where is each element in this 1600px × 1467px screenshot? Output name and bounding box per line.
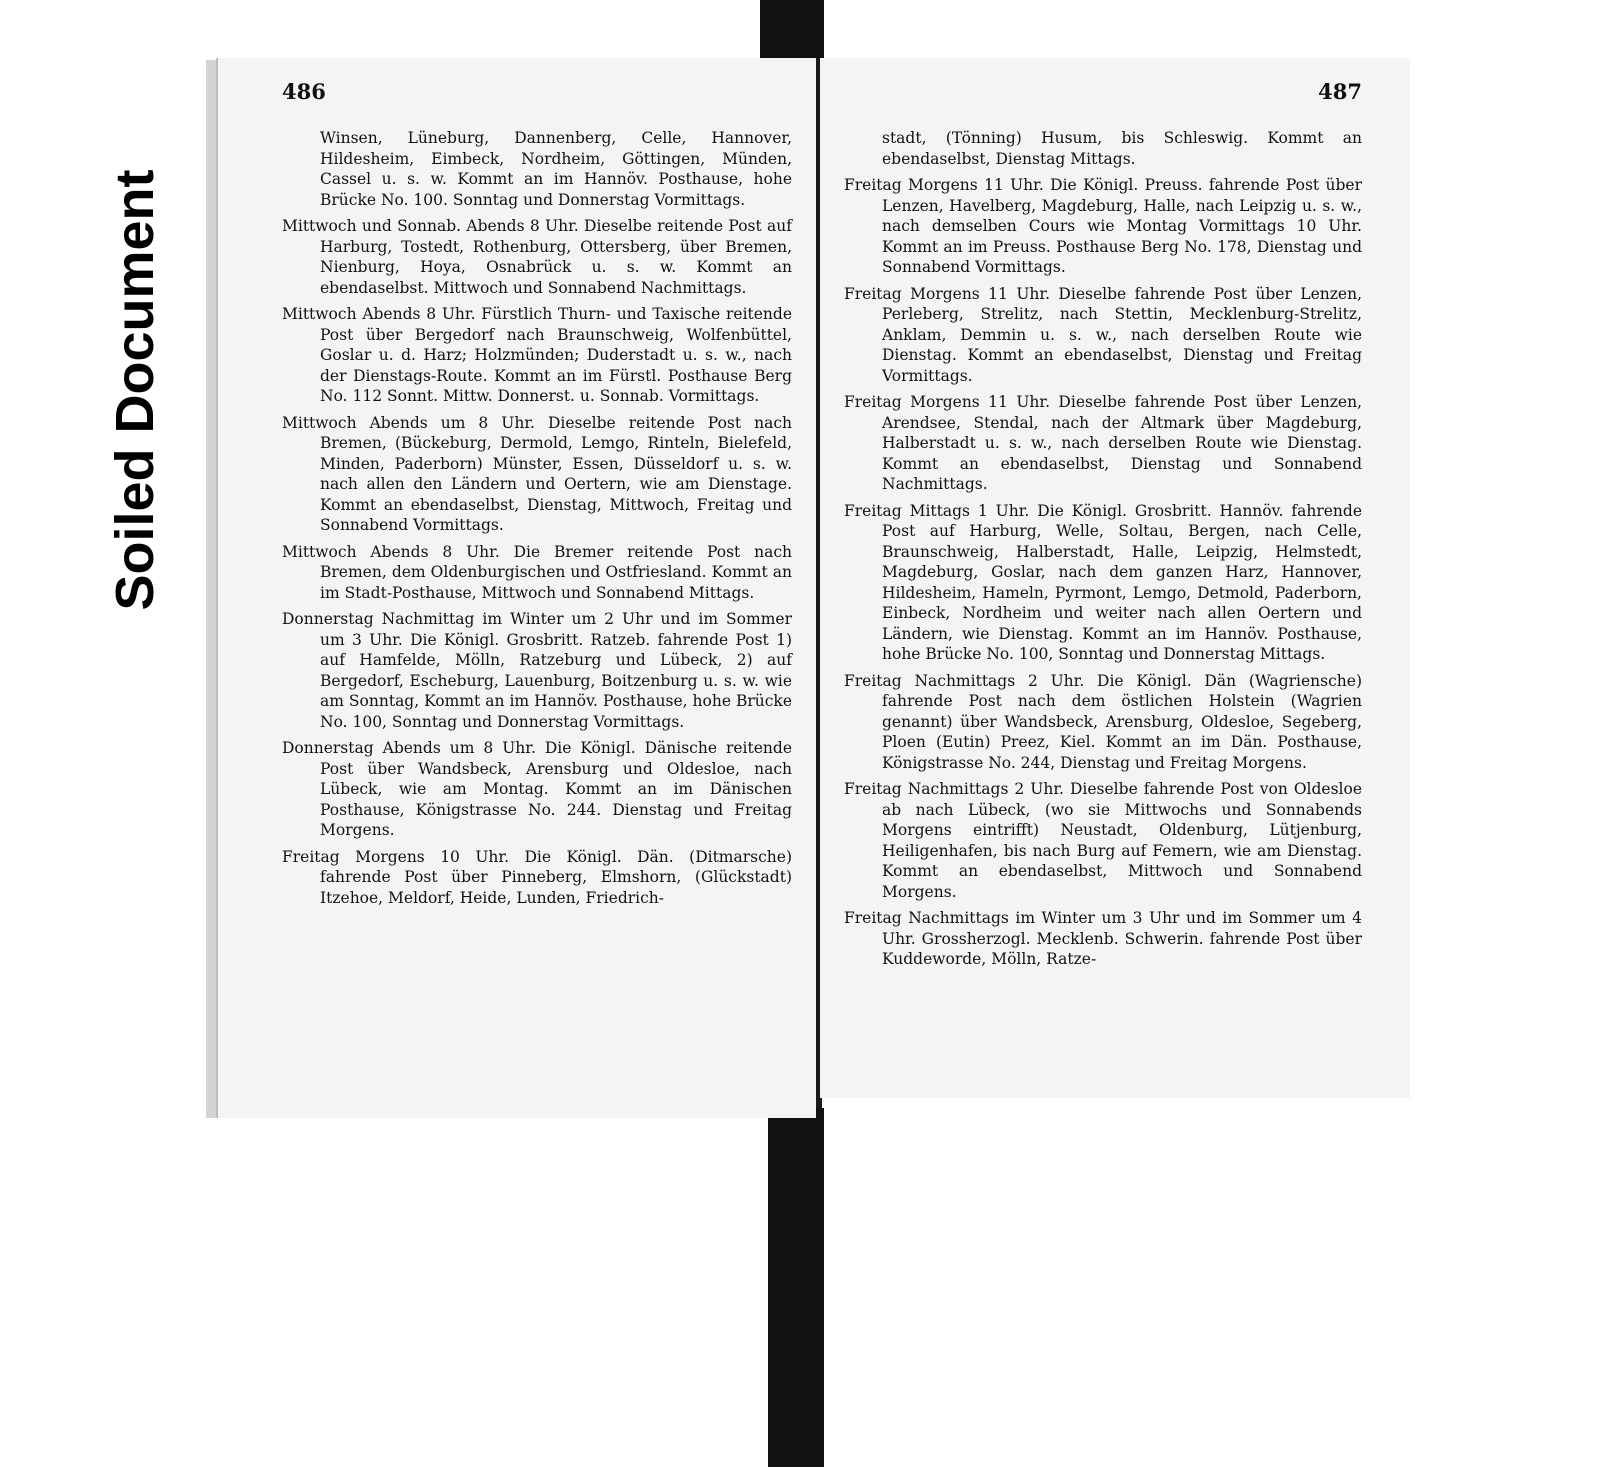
page-number: 486 — [282, 79, 326, 104]
soiled-document-stamp — [70, 130, 200, 650]
schedule-entry: Mittwoch Abends um 8 Uhr. Dieselbe reitende Post nach Bremen, (Bückeburg, Dermold, Lemgo, Rinteln, Bielefeld, Minden, Paderborn) Münster, Essen, Düsseldorf u. s. w. nach allen den Ländern und Oertern, wie am Dienstage. Kommt an ebendaselbst, Dienstag, Mittwoch, Freitag und Sonnabend Vormittags. — [282, 413, 792, 534]
schedule-entry: Freitag Nachmittags 2 Uhr. Dieselbe fahrende Post von Oldesloe ab nach Lübeck, (wo sie Mittwochs und Sonnabends Morgens eintrifft) Neustadt, Oldenburg, Lütjenburg, Heiligenhafen, bis nach Burg auf Femern, wie am Dienstag. Kommt an ebendaselbst, Mittwoch und Sonnabend Morgens. — [844, 780, 1362, 901]
left-page — [216, 58, 816, 1118]
schedule-entry: Freitag Nachmittags 2 Uhr. Die Königl. Dän (Wagriensche) fahrende Post nach dem östlichen Holstein (Wagrien genannt) über Wandsbeck, Arensburg, Oldesloe, Segeberg, Ploen (Eutin) Preez, Kiel. Kommt an im Dän. Posthause, Königstrasse No. 244, Dienstag und Freitag Morgens. — [844, 671, 1362, 772]
right-page — [820, 58, 1410, 1098]
schedule-entry: Freitag Morgens 10 Uhr. Die Königl. Dän. (Ditmarsche) fahrende Post über Pinneberg, Elmshorn, (Glückstadt) Itzehoe, Meldorf, Heide, Lunden, Friedrich- — [282, 847, 792, 907]
stamp-label: Soiled Document — [105, 169, 165, 611]
schedule-entry: Freitag Morgens 11 Uhr. Dieselbe fahrende Post über Lenzen, Perleberg, Strelitz, nach Stettin, Mecklenburg-Strelitz, Anklam, Demmin u. s. w., nach derselben Route wie Dienstag. Kommt an ebendaselbst, Dienstag und Freitag Vormittags. — [844, 284, 1362, 385]
page-number: 487 — [1318, 79, 1362, 104]
schedule-entry: Mittwoch Abends 8 Uhr. Die Bremer reitende Post nach Bremen, dem Oldenburgischen und Ostfriesland. Kommt an im Stadt-Posthause, Mittwoch und Sonnabend Mittags. — [282, 542, 792, 602]
schedule-entry: Freitag Morgens 11 Uhr. Die Königl. Preuss. fahrende Post über Lenzen, Havelberg, Magdeburg, Halle, nach Leipzig u. s. w., nach demselben Cours wie Montag Vormittags 10 Uhr. Kommt an im Preuss. Posthause Berg No. 178, Dienstag und Sonnabend Vormittags. — [844, 176, 1362, 276]
schedule-entry: Donnerstag Abends um 8 Uhr. Die Königl. Dänische reitende Post über Wandsbeck, Arensburg und Oldesloe, nach Lübeck, wie am Montag. Kommt an im Dänischen Posthause, Königstrasse No. 244. Dienstag und Freitag Morgens. — [282, 739, 792, 839]
schedule-entry: Freitag Mittags 1 Uhr. Die Königl. Grosbritt. Hannöv. fahrende Post auf Harburg, Welle, Soltau, Bergen, nach Celle, Braunschweig, Halberstadt, Halle, Leipzig, Helmstedt, Magdeburg, Goslar, nach dem ganzen Harz, Hannover, Hildesheim, Hameln, Pyrmont, Lemgo, Detmold, Paderborn, Einbeck, Nordheim und weiter nach allen Oertern und Ländern, wie Dienstag. Kommt an im Hannöv. Posthause, hohe Brücke No. 100, Sonntag und Donnerstag Mittags. — [844, 501, 1362, 663]
schedule-entry: Freitag Morgens 11 Uhr. Dieselbe fahrende Post über Lenzen, Arendsee, Stendal, nach der Altmark über Magdeburg, Halberstadt u. s. w., nach derselben Route wie Dienstag. Kommt an ebendaselbst, Dienstag und Sonnabend Nachmittags. — [844, 393, 1362, 493]
schedule-entry: Freitag Nachmittags im Winter um 3 Uhr und im Sommer um 4 Uhr. Grossherzogl. Mecklenb. Schwerin. fahrende Post über Kuddeworde, Mölln, Ratze- — [844, 909, 1362, 968]
continuation-paragraph: Winsen, Lüneburg, Dannenberg, Celle, Hannover, Hildesheim, Eimbeck, Nordheim, Göttingen, Münden, Cassel u. s. w. Kommt an im Hannöv. Posthause, hohe Brücke No. 100. Sonntag und Donnerstag Vormittags. — [320, 129, 792, 209]
schedule-entry: Donnerstag Nachmittag im Winter um 2 Uhr und im Sommer um 3 Uhr. Die Königl. Grosbritt. Ratzeb. fahrende Post 1) auf Hamfelde, Mölln, Ratzeburg und Lübeck, 2) auf Bergedorf, Escheburg, Lauenburg, Boitzenburg u. s. w. wie am Sonntag, Kommt an im Hannöv. Posthause, hohe Brücke No. 100, Sonntag und Donnerstag Vormittags. — [282, 610, 792, 731]
schedule-entry: Mittwoch und Sonnab. Abends 8 Uhr. Dieselbe reitende Post auf Harburg, Tostedt, Rothenburg, Ottersberg, über Bremen, Nienburg, Hoya, Osnabrück u. s. w. Kommt an ebendaselbst. Mittwoch und Sonnabend Nachmittags. — [282, 217, 792, 297]
book-spine-top — [760, 0, 824, 58]
book-spine-bottom — [768, 1108, 824, 1467]
continuation-paragraph: stadt, (Tönning) Husum, bis Schleswig. Kommt an ebendaselbst, Dienstag Mittags. — [882, 129, 1362, 168]
schedule-entry: Mittwoch Abends 8 Uhr. Fürstlich Thurn- und Taxische reitende Post über Bergedorf nach Braunschweig, Wolfenbüttel, Goslar u. d. Harz; Holzmünden; Duderstadt u. s. w., nach der Dienstags-Route. Kommt an im Fürstl. Posthause Berg No. 112 Sonnt. Mittw. Donnerst. u. Sonnab. Vormittags. — [282, 305, 792, 405]
